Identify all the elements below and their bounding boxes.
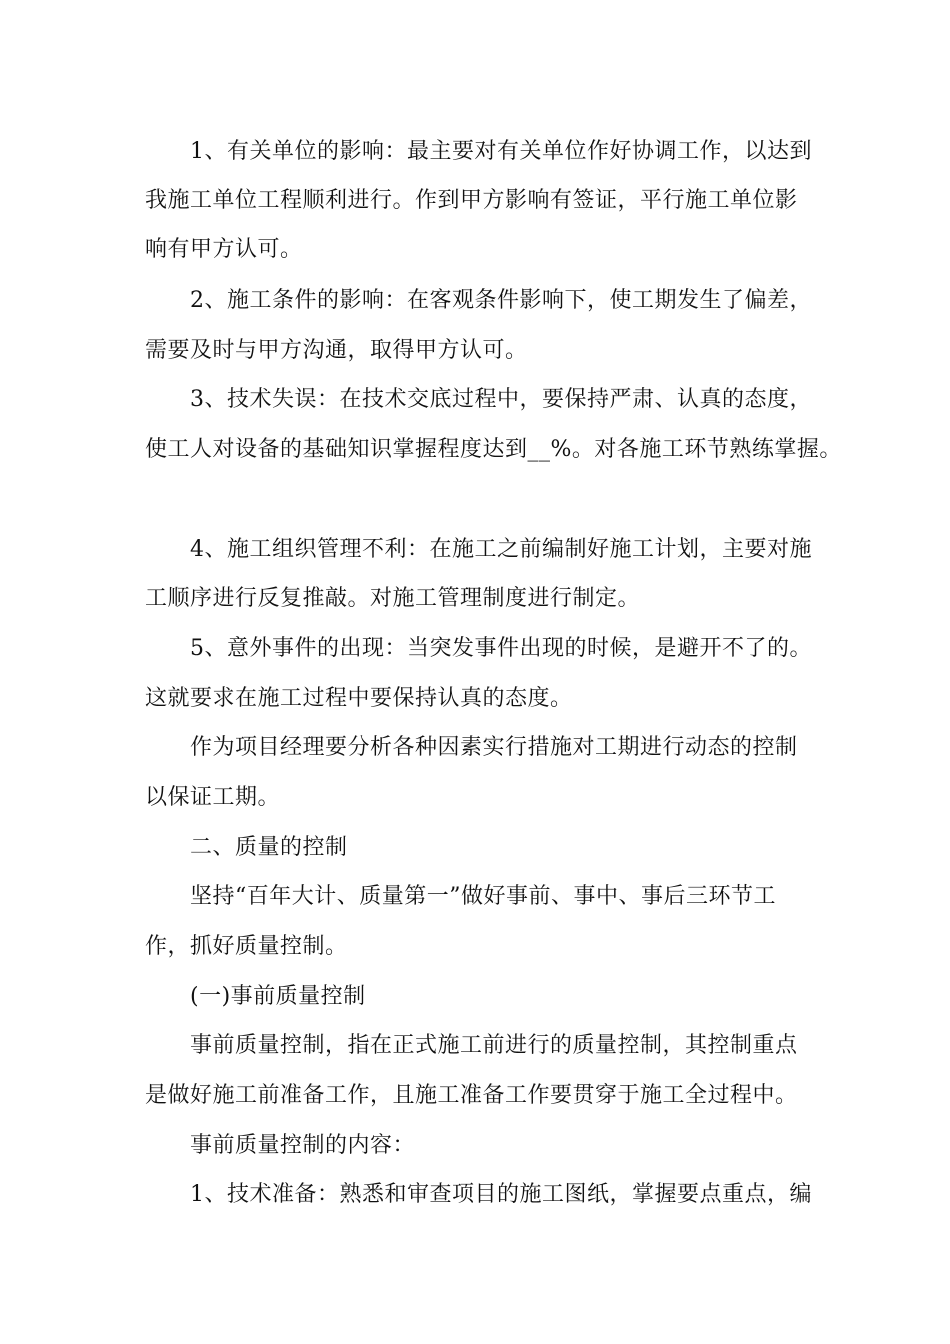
paragraph-7-line-1: 坚持“百年大计、质量第一”做好事前、事中、事后三环节工 <box>190 884 776 909</box>
paragraph-1-line-3: 响有甲方认可。 <box>145 237 303 262</box>
paragraph-5-line-2: 这就要求在施工过程中要保持认真的态度。 <box>145 686 573 711</box>
paragraph-3-line-2: 使工人对设备的基础知识掌握程度达到__%。对各施工环节熟练掌握。 <box>145 437 842 462</box>
paragraph-7-line-2: 作，抓好质量控制。 <box>145 934 348 959</box>
paragraph-9-line-1: 事前质量控制的内容： <box>190 1133 416 1158</box>
paragraph-3-line-1: 3、技术失误：在技术交底过程中，要保持严肃、认真的态度， <box>190 387 812 412</box>
paragraph-4-line-2: 工顺序进行反复推敲。对施工管理制度进行制定。 <box>145 586 641 611</box>
paragraph-4-line-1: 4、施工组织管理不利：在施工之前编制好施工计划，主要对施 <box>190 537 812 562</box>
paragraph-8-line-2: 是做好施工前准备工作，且施工准备工作要贯穿于施工全过程中。 <box>145 1083 798 1108</box>
paragraph-5-line-1: 5、意外事件的出现：当突发事件出现的时候，是避开不了的。 <box>190 636 812 661</box>
paragraph-1-line-1: 1、有关单位的影响：最主要对有关单位作好协调工作，以达到 <box>190 139 812 164</box>
paragraph-2-line-2: 需要及时与甲方沟通，取得甲方认可。 <box>145 338 528 363</box>
paragraph-1-line-2: 我施工单位工程顺利进行。作到甲方影响有签证，平行施工单位影 <box>145 188 798 213</box>
paragraph-8-line-1: 事前质量控制，指在正式施工前进行的质量控制，其控制重点 <box>190 1033 798 1058</box>
section-heading-quality: 二、质量的控制 <box>190 835 348 860</box>
paragraph-2-line-1: 2、施工条件的影响：在客观条件影响下，使工期发生了偏差， <box>190 288 812 313</box>
paragraph-6-line-2: 以保证工期。 <box>145 785 281 810</box>
subsection-heading-pre-control: (一)事前质量控制 <box>190 984 366 1009</box>
paragraph-10-line-1: 1、技术准备：熟悉和审查项目的施工图纸，掌握要点重点，编 <box>190 1182 812 1207</box>
paragraph-6-line-1: 作为项目经理要分析各种因素实行措施对工期进行动态的控制 <box>190 735 798 760</box>
